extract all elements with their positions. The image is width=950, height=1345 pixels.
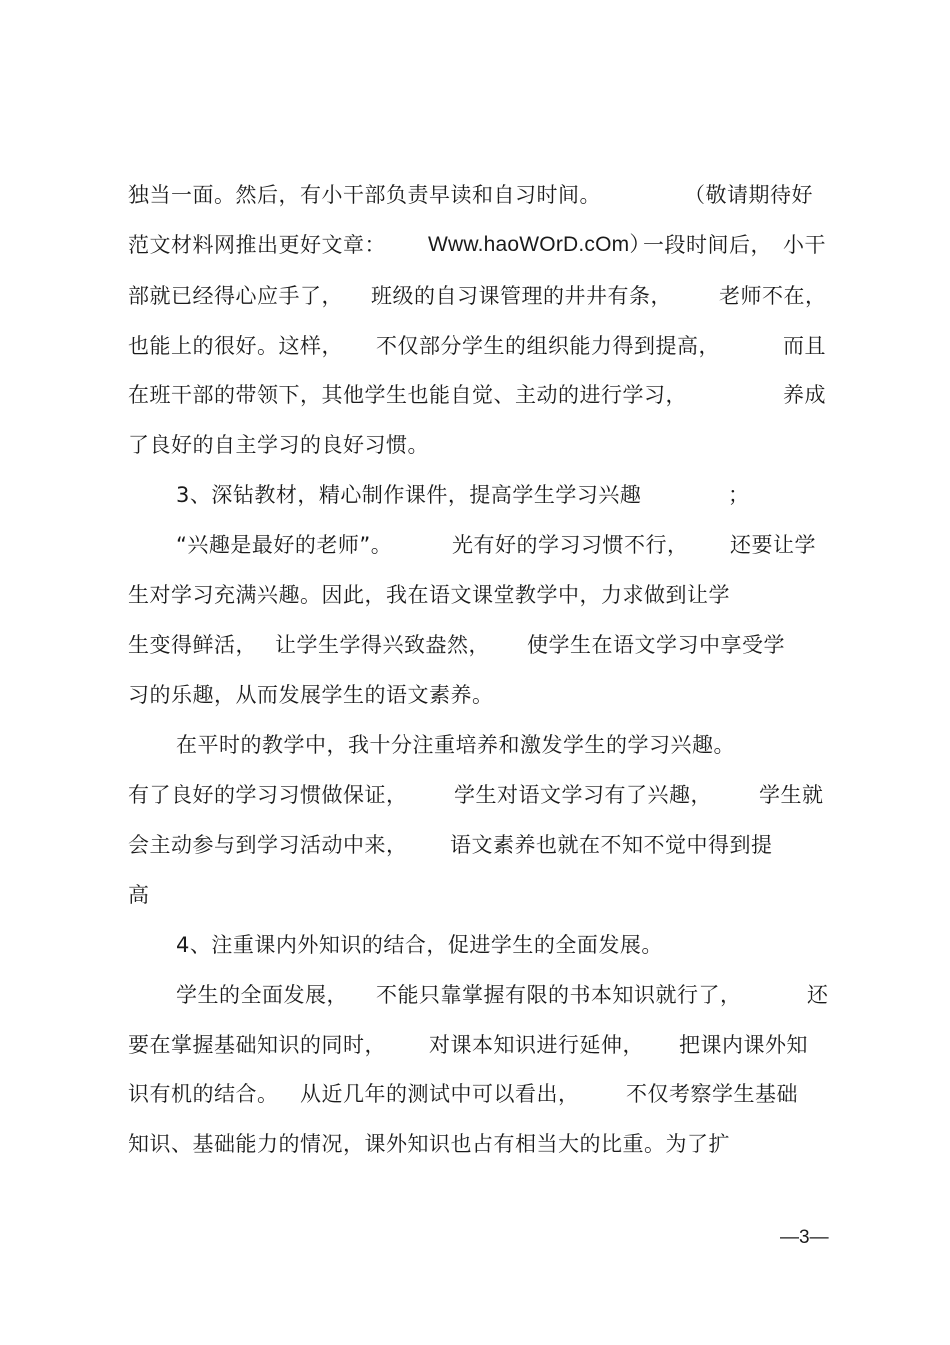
text-segment: 不能只靠掌握有限的书本知识就行了， — [376, 983, 742, 1007]
text-segment: 养成 — [783, 383, 826, 407]
text-segment: 学生就 — [759, 783, 824, 807]
text-segment: 老师不在， — [719, 284, 827, 308]
text-line — [128, 681, 833, 709]
website-url: Www.haoWOrD.cOm） — [428, 233, 651, 256]
text-segment: 而且 — [783, 334, 826, 358]
text-segment: 对课本知识进行延伸， — [429, 1033, 644, 1057]
text-line — [176, 531, 833, 559]
text-line — [128, 1031, 833, 1059]
text-segment: 使学生在语文学习中享受学 — [527, 633, 785, 657]
text-segment: 从近几年的测试中可以看出， — [300, 1082, 580, 1106]
text-segment: 生对学习充满兴趣。因此，我在语文课堂教学中，力求做到让学 — [128, 583, 730, 607]
text-segment: 把课内课外知 — [679, 1033, 808, 1057]
section-heading — [176, 481, 833, 509]
text-segment: 一段时间后， — [643, 233, 772, 257]
text-line — [128, 631, 833, 659]
text-segment: 也能上的很好。这样， — [128, 334, 343, 358]
text-segment: （敬请期待好 — [684, 183, 813, 207]
text-line — [128, 231, 833, 259]
text-segment: 学生的全面发展， — [176, 983, 348, 1007]
text-segment: 语文素养也就在不知不觉中得到提 — [450, 833, 773, 857]
text-line — [128, 282, 833, 310]
text-segment: 习的乐趣，从而发展学生的语文素养。 — [128, 683, 494, 707]
text-segment: 部就已经得心应手了， — [128, 284, 343, 308]
text-segment: 范文材料网推出更好文章： — [128, 233, 386, 257]
text-line — [128, 332, 833, 360]
text-segment: 4、注重课内外知识的结合，促进学生的全面发展。 — [176, 933, 663, 957]
page-number: —3— — [780, 1227, 829, 1248]
text-line — [128, 181, 833, 209]
text-segment: ； — [728, 483, 750, 507]
text-segment: 生变得鲜活， — [128, 633, 257, 657]
text-segment: 识有机的结合。 — [128, 1082, 279, 1106]
text-line — [128, 1130, 833, 1158]
text-segment: 了良好的自主学习的良好习惯。 — [128, 433, 429, 457]
text-line — [128, 781, 833, 809]
section-heading — [176, 931, 833, 959]
text-segment: 要在掌握基础知识的同时， — [128, 1033, 386, 1057]
text-segment: 光有好的学习习惯不行， — [452, 533, 689, 557]
text-line — [176, 731, 833, 759]
text-segment: 小干 — [783, 233, 826, 257]
text-segment: 还要让学 — [730, 533, 816, 557]
text-line — [128, 381, 833, 409]
text-segment: 高 — [128, 883, 150, 907]
text-segment: 在班干部的带领下，其他学生也能自觉、主动的进行学习， — [128, 383, 687, 407]
text-segment: 班级的自习课管理的井井有条， — [371, 284, 672, 308]
text-line — [128, 431, 833, 459]
text-segment: 让学生学得兴致盎然， — [275, 633, 490, 657]
text-segment: 不仅考察学生基础 — [626, 1082, 798, 1106]
text-segment: 不仅部分学生的组织能力得到提高， — [376, 334, 720, 358]
text-line — [128, 881, 833, 909]
text-line — [128, 831, 833, 859]
text-segment: 学生对语文学习有了兴趣， — [454, 783, 712, 807]
text-segment: 还 — [807, 983, 829, 1007]
text-line — [128, 581, 833, 609]
text-segment: 有了良好的学习习惯做保证， — [128, 783, 408, 807]
text-segment: 知识、基础能力的情况，课外知识也占有相当大的比重。为了扩 — [128, 1132, 730, 1156]
text-line — [128, 1080, 833, 1108]
text-segment: 3、深钻教材，精心制作课件，提高学生学习兴趣 — [176, 483, 642, 507]
text-segment: “兴趣是最好的老师”。 — [176, 533, 393, 557]
text-line — [176, 981, 833, 1009]
text-segment: 独当一面。然后，有小干部负责早读和自习时间。 — [128, 183, 601, 207]
text-segment: 在平时的教学中，我十分注重培养和激发学生的学习兴趣。 — [176, 733, 735, 757]
text-segment: 会主动参与到学习活动中来， — [128, 833, 408, 857]
